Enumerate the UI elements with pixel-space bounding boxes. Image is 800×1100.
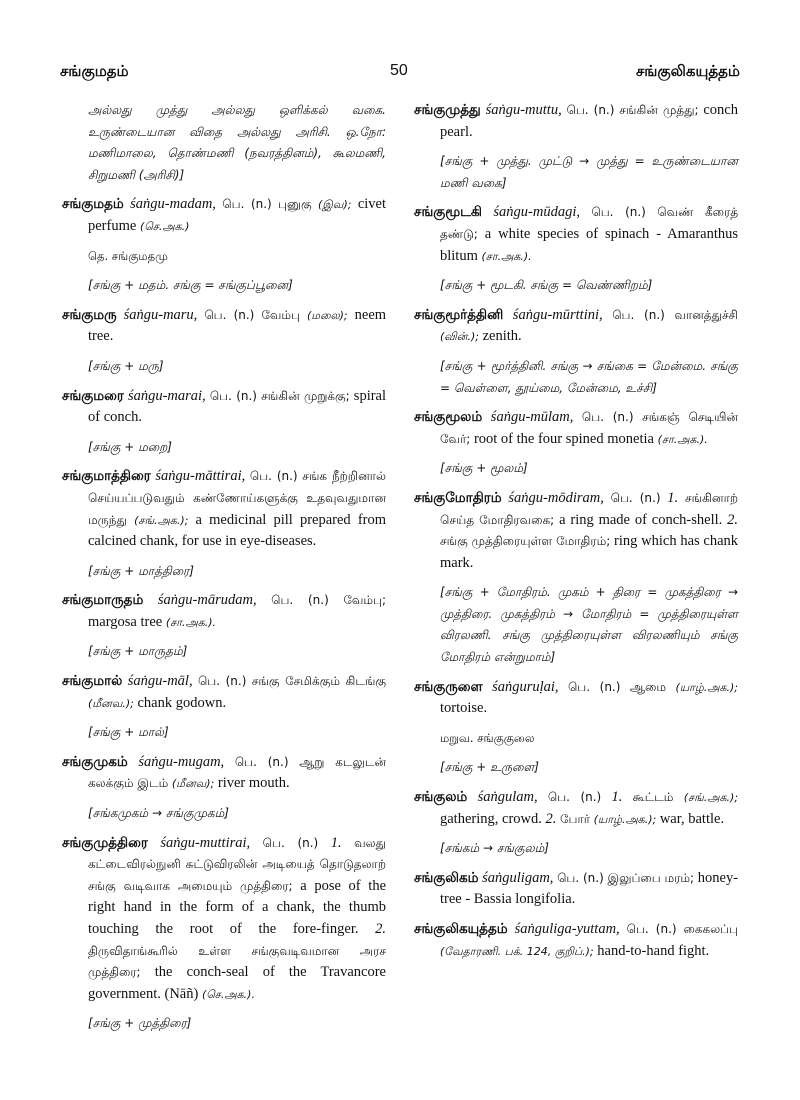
etymology: [சங்கம் → சங்குலம்] [440, 841, 549, 856]
tamil-definition: சங்கின் முறுக்கு; [261, 388, 350, 403]
reference: (சங்.அக.); [683, 791, 739, 805]
dictionary-entry [62, 194, 386, 237]
etymology: [சங்கு + மூடகி. சங்கு = வெண்ணிறம்] [440, 278, 653, 293]
source: (செ.அக.). [201, 987, 255, 1001]
part-of-speech: பெ. (n.) [234, 754, 289, 769]
sense-number: 2. [727, 511, 739, 528]
part-of-speech: பெ. (n.) [567, 679, 621, 694]
left-column [62, 100, 386, 1043]
dictionary-entry [62, 590, 386, 633]
header-right-guideword: சங்குலிகயுத்தம் [635, 62, 740, 80]
source: (சா.அக.). [481, 249, 532, 263]
part-of-speech: பெ. (n.) [626, 922, 677, 936]
english-definition: the conch-seal of the Travancore government. (Nāñ) [88, 964, 386, 1002]
part-of-speech: பெ. (n.) [591, 205, 646, 220]
part-of-speech: பெ. (n.) [262, 835, 319, 850]
sense-number: 1. [667, 489, 679, 506]
source: (செ.அக.) [139, 219, 190, 233]
part-of-speech: பெ. (n.) [271, 593, 329, 608]
reference: (மீனவ); [171, 777, 215, 791]
part-of-speech: பெ. (n.) [204, 307, 255, 322]
etymology: [சங்கு + உருளை] [440, 760, 539, 775]
part-of-speech: பெ. (n.) [557, 870, 604, 885]
dictionary-entry [414, 202, 738, 267]
english-definition: a white species of spinach - Amaranthus blitum [440, 225, 739, 264]
etymology: [சங்கு + மால்] [88, 725, 169, 740]
transliteration: śaṅgu-mūlam, [490, 409, 574, 426]
etymology: [சங்கு + மாத்திரை] [88, 563, 194, 578]
transliteration: śaṅgu-maru, [123, 306, 198, 323]
tamil-definition: புனுகு [278, 197, 312, 212]
headword: சங்குலிகயுத்தம் [414, 921, 508, 937]
transliteration: śaṅgu-mārudam, [157, 592, 257, 609]
reference: (யாழ்.அக.); [675, 680, 739, 694]
headword: சங்குலிகம் [414, 869, 479, 886]
headword: சங்குமதம் [62, 196, 124, 213]
transliteration: śaṅguligam, [482, 869, 554, 886]
transliteration: śaṅgu-muttu, [485, 102, 562, 118]
transliteration: śaṅgu-mūrttini, [512, 306, 603, 323]
etymology: [சங்கு + மரு] [88, 358, 164, 373]
etymology: [சங்கு + மதம். சங்கு = சங்குப்பூனை] [88, 278, 293, 293]
headword: சங்குமால் [62, 673, 123, 690]
headword: சங்குமரு [62, 306, 117, 323]
sense-number: 2. [545, 810, 557, 827]
reference: (மலை); [306, 308, 348, 322]
part-of-speech: பெ. (n.) [547, 790, 602, 805]
english-definition: zenith. [482, 328, 522, 345]
transliteration: śaṅgu-mūdagi, [493, 204, 580, 221]
english-definition: a medicinal pill prepared from calcined chank, for use in eye-diseases. [88, 511, 387, 550]
tamil-definition: கைகலப்பு [683, 922, 739, 936]
headword: சங்குமுத்திரை [62, 834, 148, 851]
dictionary-entry [414, 305, 738, 348]
headword: சங்குலம் [414, 789, 468, 806]
dictionary-entry [62, 752, 386, 795]
dictionary-entry [414, 677, 738, 720]
tamil-definition: கூட்டம் [632, 790, 674, 805]
dictionary-entry [414, 919, 738, 962]
dictionary-entry [62, 386, 386, 429]
english-definition: a pose of the right hand in the form of a chank, the thumb touching the root of the fore-finger. [88, 877, 386, 937]
dictionary-entry [414, 488, 738, 574]
sense-number: 1. [330, 834, 342, 851]
etymology: [சங்கு + மறை] [88, 439, 172, 454]
header-left-guideword: சங்குமதம் [60, 62, 129, 80]
transliteration: śaṅgulam, [477, 789, 538, 806]
tamil-definition: சங்கஞ் செடியின் வேர்; [440, 410, 739, 446]
headword: சங்குமுத்து [414, 102, 481, 118]
transliteration: śaṅgu-madam, [130, 196, 216, 213]
headword: சங்குமாருதம் [62, 592, 144, 609]
tamil-definition: வானத்துச்சி [674, 307, 739, 322]
tamil-definition: இலுப்பை மரம்; [607, 870, 695, 885]
english-definition: ring which has chank mark. [440, 533, 739, 571]
source: (சா.அக.). [657, 432, 708, 446]
variant-form: தெ. சங்குமதமு [88, 248, 168, 263]
headword: சங்குமூர்த்தினி [414, 306, 504, 323]
english-definition: gathering, crowd. [440, 810, 542, 827]
tamil-definition: வேம்பு [261, 307, 300, 322]
english-definition: neem tree. [88, 306, 387, 345]
headword: சங்குமாத்திரை [62, 468, 151, 485]
english-definition: war, battle. [659, 810, 725, 827]
etymology: [சங்கு + முத்து. முட்டு → முத்து = உருண்டையான மணி வகை] [440, 154, 738, 190]
tamil-definition: வலது கட்டைவிரல்நுனி சுட்டுவிரலின் அடியைத் தொடுதலாற் சங்கு வடிவாக அமையும் முத்திரை; [88, 835, 387, 893]
etymology: [சங்கு + மூலம்] [440, 461, 528, 476]
headword: சங்குமூடகி [414, 204, 482, 221]
english-definition: river mouth. [217, 775, 290, 792]
reference: (மீனவ.); [88, 696, 134, 710]
dictionary-entry [414, 407, 738, 450]
tamil-definition: சங்க நீற்றினால் செய்யப்படுவதும் கண்ணோய்களுக்கு உதவுவதுமான மருந்து [88, 469, 386, 527]
part-of-speech: பெ. (n.) [222, 197, 272, 212]
etymology: [சங்கு + மோதிரம். முகம் + திரை = முகத்திரை → முத்திரை. முகத்திரம் → மோதிரம் = முத்திரையுள்ள விரலணி. சங்கு முத்திரையுள்ள விரலணியும் சங்கு மோதிரம் என்றுமாம்] [440, 585, 738, 665]
tamil-definition: சங்கு முத்திரையுள்ள மோதிரம்; [440, 534, 611, 549]
etymology: [சங்கு + முத்திரை] [88, 1016, 192, 1031]
tamil-definition: சங்கின் முத்து; [619, 103, 699, 117]
english-definition: hand-to-hand fight. [597, 942, 710, 959]
tamil-definition: ஆமை [629, 679, 667, 694]
dictionary-entry [62, 466, 386, 552]
english-definition: chank godown. [137, 694, 227, 711]
tamil-definition: சங்கு சேமிக்கும் கிடங்கு [251, 674, 387, 689]
part-of-speech: பெ. (n.) [566, 103, 615, 117]
tamil-definition: போர் [560, 811, 590, 826]
english-definition: civet perfume [88, 196, 387, 234]
english-definition: tortoise. [440, 700, 488, 717]
transliteration: śaṅgu-mugam, [138, 753, 225, 770]
sense-number: 2. [375, 921, 386, 937]
english-definition: conch pearl. [440, 102, 738, 140]
transliteration: śaṅgu-māl, [127, 673, 193, 690]
part-of-speech: பெ. (n.) [249, 469, 298, 484]
tamil-definition: சங்கினாற் செய்த மோதிரவகை; [440, 490, 738, 527]
reference: (இவ); [317, 198, 352, 212]
etymology: [சங்கமுகம் → சங்குமுகம்] [88, 806, 229, 821]
headword: சங்குமோதிரம் [414, 489, 502, 506]
tamil-definition: திருவிதாங்கூரில் உள்ள சங்குவடிவமான அரச முத்திரை; [88, 943, 386, 980]
dictionary-entry [414, 868, 738, 911]
part-of-speech: பெ. (n.) [612, 307, 665, 322]
page-header [60, 62, 740, 86]
english-definition: root of the four spined monetia [473, 430, 654, 447]
reference: (யாழ்.அக.); [593, 812, 657, 826]
source: (சா.அக.). [165, 615, 217, 629]
headword: சங்குமரை [62, 387, 124, 404]
english-definition: margosa tree [88, 613, 163, 630]
english-definition: honey-tree - Bassia longifolia. [440, 869, 739, 908]
part-of-speech: பெ. (n.) [209, 388, 257, 403]
dictionary-entry [62, 305, 386, 348]
transliteration: śaṅguruḷai, [492, 678, 559, 695]
right-column [414, 100, 738, 970]
headword: சங்குமூலம் [414, 409, 483, 426]
tamil-definition: வேம்பு; [343, 593, 387, 608]
reference: (வேதாரணி. பக். 124, குறிப்.); [440, 944, 594, 958]
dictionary-entry [62, 833, 386, 1006]
reference: (வின்.); [440, 330, 479, 344]
part-of-speech: பெ. (n.) [581, 410, 634, 425]
headword: சங்குருளை [414, 678, 483, 695]
transliteration: śaṅgu-māttirai, [155, 468, 246, 485]
part-of-speech: பெ. (n.) [197, 674, 247, 689]
tamil-definition: வெண் கீரைத் தண்டு; [440, 205, 739, 241]
etymology: [சங்கு + மூர்த்தினி. சங்கு → சங்கை = மேன்மை. சங்கு = வெள்ளை, தூய்மை, மேன்மை, உச்சி] [440, 358, 738, 395]
transliteration: śaṅguliga-yuttam, [514, 921, 620, 937]
sense-number: 1. [611, 789, 623, 806]
page-number: 50 [390, 62, 408, 79]
variant-form: மறுவ. சங்குகுலை [440, 730, 535, 745]
dictionary-entry [62, 671, 386, 714]
continued-etymology: அல்லது முத்து அல்லது ஒளிக்கல் வகை. உருண்டையான விதை அல்லது அரிசி. ஒ.நோ: மணிமாலை, தொண்மணி (நவரத்தினம்), கூலமணி, சிறுமணி (அரிசி)] [88, 103, 386, 182]
tamil-definition: ஆறு கடலுடன் கலக்கும் இடம் [88, 754, 387, 791]
transliteration: śaṅgu-marai, [127, 387, 206, 404]
english-definition: a ring made of conch-shell. [559, 511, 723, 528]
reference: (சங்.அக.); [134, 513, 189, 527]
dictionary-entry [414, 787, 738, 830]
headword: சங்குமுகம் [62, 753, 128, 770]
dictionary-entry [414, 100, 738, 143]
etymology: [சங்கு + மாருதம்] [88, 644, 188, 659]
transliteration: śaṅgu-mōdiram, [508, 489, 604, 506]
part-of-speech: பெ. (n.) [610, 490, 661, 505]
english-definition: spiral of conch. [88, 387, 387, 426]
transliteration: śaṅgu-muttirai, [160, 834, 251, 851]
